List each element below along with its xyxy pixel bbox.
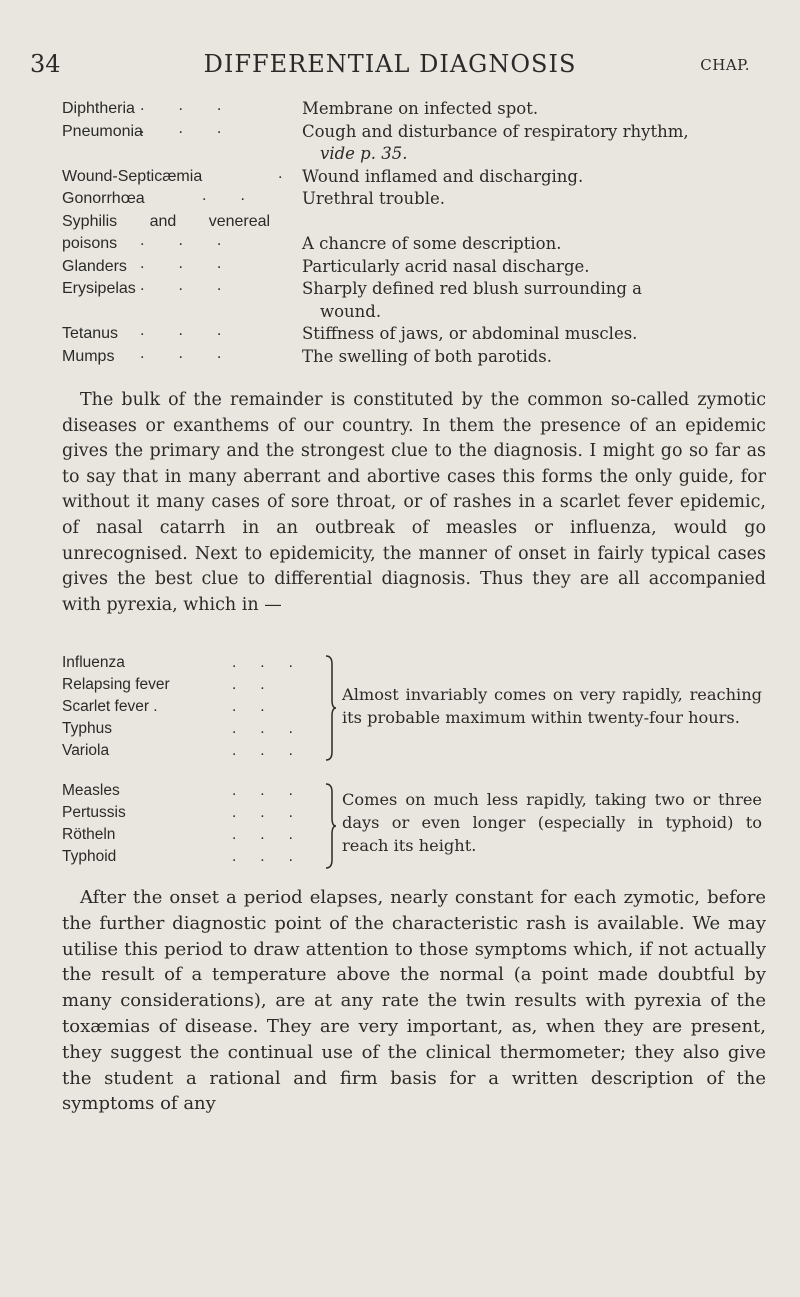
slow-onset-group	[62, 780, 782, 872]
list-item: Rötheln	[62, 826, 116, 843]
disease-name: Tetanus	[62, 325, 119, 342]
chapter-label: CHAP.	[700, 56, 750, 74]
list-item: Variola	[62, 742, 110, 759]
rapid-onset-group	[62, 652, 782, 764]
paragraph-text: The bulk of the remainder is constituted by the common so-called zymotic diseases or exanthems of our country. In them the presence of an epidemic gives the primary and the strongest clue to the diagnosis. I might go so far as to say that in many aberrant and abortive cases this forms the only guide, for without it many cases of sore throat, or of rashes in a scarlet fever epidemic, of nasal catarrh in an outbreak of measles or influenza, would go unrecognised. Next to epidemicity, the manner of onset in fairly typical cases gives the best clue to differential diagnosis. Thus they are all accompanied with pyrexia, which in —	[62, 390, 766, 615]
disease-sign: Stiffness of jaws, or abdominal muscles.	[302, 324, 638, 343]
onset-description: Comes on much less rapidly, taking two or three days or even longer (especially in typhoid) to reach its height.	[342, 790, 762, 855]
disease-sign: Urethral trouble.	[302, 189, 445, 208]
list-item: Typhoid	[62, 848, 117, 865]
disease-name: Mumps	[62, 347, 115, 365]
list-item: Influenza	[62, 654, 125, 671]
list-item: Pertussis	[62, 804, 126, 821]
disease-sign: Particularly acrid nasal discharge.	[302, 256, 590, 276]
disease-name: Glanders	[62, 257, 127, 275]
table-row: poisons ... A chancre of some description.	[62, 233, 762, 256]
onset-description: Almost invariably comes on very rapidly, reaching its probable maximum within twenty-four hours.	[342, 685, 762, 727]
table-row: Wound-Septicæmia . Wound inflamed and discharging.	[62, 166, 762, 189]
page-header	[30, 50, 750, 82]
disease-name: poisons	[62, 235, 118, 252]
paragraph-text: After the onset a period elapses, nearly constant for each zymotic, before the further diagnostic point of the characteristic rash is available. We may utilise this period to draw attention to those symptoms which, if not actually the result of a temperature above the normal (a point made doubtful by many considerations), are at any rate the twin results with pyrexia of the toxæmias of disease. They are very important, as, when they are present, they suggest the continual use of the clinical thermometer; they also give the student a rational and firm basis for a written description of the symptoms of any	[62, 887, 766, 1115]
list-item: Scarlet fever .	[62, 698, 158, 715]
disease-name: Syphilis and venereal	[62, 212, 271, 230]
disease-sign: Sharply defined red blush surrounding a	[302, 279, 643, 298]
disease-sign: A chancre of some description.	[302, 234, 562, 253]
disease-sign: wound.	[320, 301, 382, 321]
disease-sign: Wound inflamed and discharging.	[302, 166, 584, 186]
disease-list: Measles ... Pertussis ... Rötheln ... Typhoid ...	[62, 782, 317, 865]
table-row: Tetanus ... Stiffness of jaws, or abdominal muscles.	[62, 323, 762, 346]
disease-name: Erysipelas	[62, 280, 136, 297]
list-item: Relapsing fever	[62, 676, 170, 693]
table-row: Erysipelas ... Sharply defined red blush surrounding a wound.	[62, 278, 762, 323]
table-row: Gonorrhœa .. Urethral trouble.	[62, 188, 762, 211]
brace-icon	[324, 782, 336, 870]
list-item: Measles	[62, 782, 120, 799]
disease-name: Diphtheria	[62, 100, 135, 117]
page-number: 34	[30, 50, 61, 78]
running-title: DIFFERENTIAL DIAGNOSIS	[203, 50, 577, 78]
disease-name: Gonorrhœa	[62, 190, 145, 207]
disease-sign: Cough and disturbance of respiratory rhythm,	[302, 121, 689, 141]
paragraph-epidemic	[62, 388, 766, 618]
table-row: Glanders ... Particularly acrid nasal discharge.	[62, 256, 762, 279]
disease-name: Wound-Septicæmia	[62, 167, 203, 185]
table-row: Mumps ... The swelling of both parotids.	[62, 346, 762, 369]
table-row: Diphtheria ... Membrane on infected spot.	[62, 98, 762, 121]
disease-list: Influenza ... Relapsing fever .. Scarlet fever . .. Typhus ... Variola ...	[62, 654, 317, 759]
table-row	[62, 211, 762, 234]
disease-name: Pneumonia	[62, 122, 143, 140]
paragraph-onset-period	[62, 885, 766, 1117]
list-item: Typhus	[62, 720, 112, 737]
brace-icon	[324, 654, 336, 762]
disease-sign: Membrane on infected spot.	[302, 99, 539, 118]
disease-sign: vide p. 35.	[320, 144, 408, 163]
table-row: Pneumonia ... Cough and disturbance of respiratory rhythm, vide p. 35.	[62, 121, 762, 166]
disease-sign: The swelling of both parotids.	[302, 346, 552, 366]
